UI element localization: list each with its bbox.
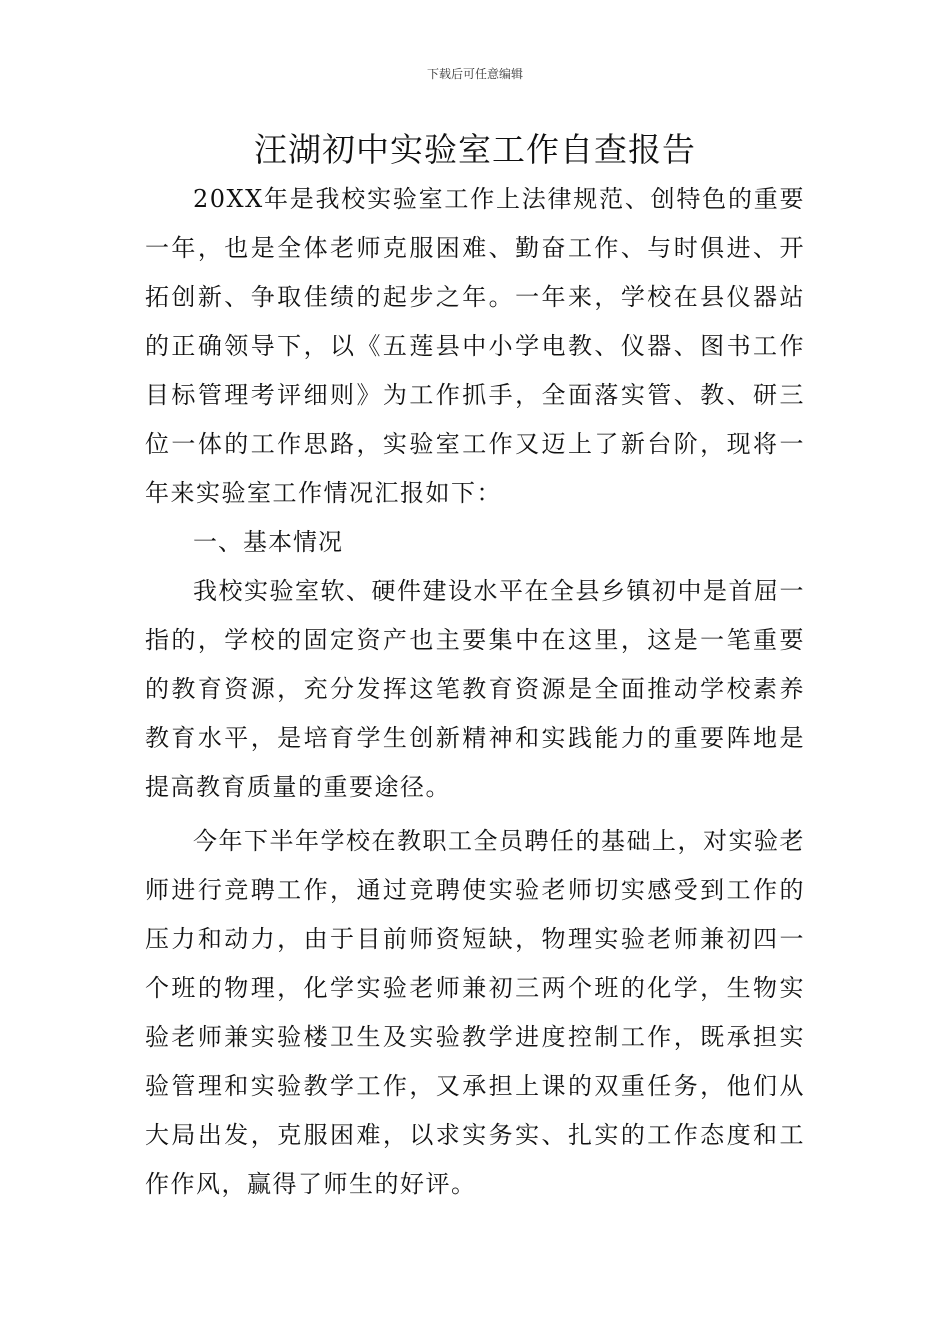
paragraph-basic-situation: 我校实验室软、硬件建设水平在全县乡镇初中是首屈一指的，学校的固定资产也主要集中在这里，这是一笔重要的教育资源，充分发挥这笔教育资源是全面推动学校素养教育水平，是培育学生创新精神和实践能力的重要阵地是提高教育质量的重要途径。: [145, 577, 805, 801]
paragraph-intro: 20XX年是我校实验室工作上法律规范、创特色的重要一年，也是全体老师克服困难、勤奋工作、与时俱进、开拓创新、争取佳绩的起步之年。一年来，学校在县仪器站的正确领导下，以《五莲县中小学电教、仪器、图书工作目标管理考评细则》为工作抓手，全面落实管、教、研三位一体的工作思路，实验室工作又迈上了新台阶，现将一年来实验室工作情况汇报如下：: [145, 185, 805, 507]
document-body: [145, 175, 805, 1209]
section-heading-basic-situation: 一、基本情况: [193, 528, 343, 556]
document-title: 汪湖初中实验室工作自查报告: [254, 130, 696, 169]
paragraph-staffing: 今年下半年学校在教职工全员聘任的基础上，对实验老师进行竞聘工作，通过竞聘使实验老师切实感受到工作的压力和动力，由于目前师资短缺，物理实验老师兼初四一个班的物理，化学实验老师兼初三两个班的化学，生物实验老师兼实验楼卫生及实验教学进度控制工作，既承担实验管理和实验教学工作，又承担上课的双重任务，他们从大局出发，克服困难，以求实务实、扎实的工作态度和工作作风，赢得了师生的好评。: [145, 827, 805, 1198]
header-note: 下载后可任意编辑: [426, 67, 523, 81]
